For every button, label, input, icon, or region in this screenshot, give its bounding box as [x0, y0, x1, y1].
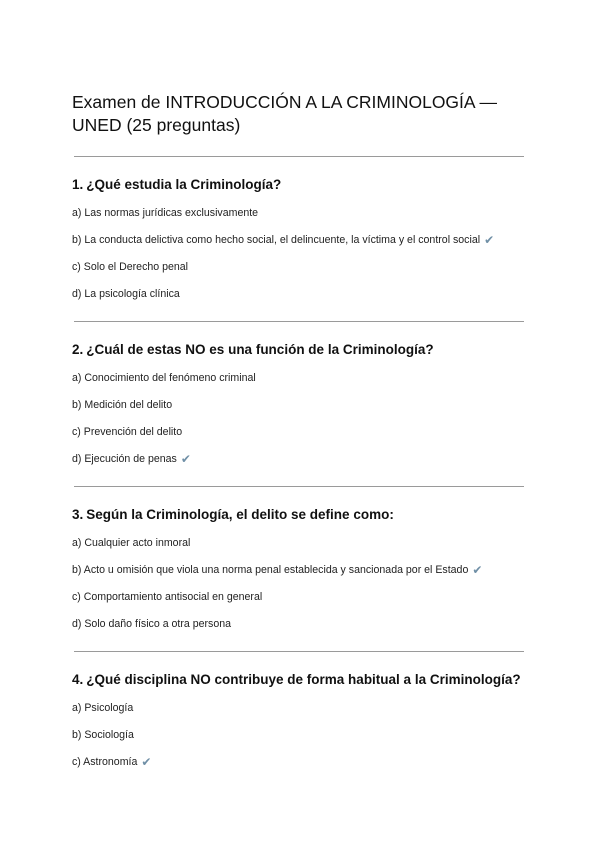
- question-number: 3.: [72, 507, 84, 522]
- answer-option: [72, 728, 134, 742]
- question-heading: [72, 506, 542, 524]
- question-text: ¿Qué disciplina NO contribuye de forma habitual a la Criminología?: [86, 672, 521, 687]
- answer-option-correct: [72, 755, 151, 769]
- answer-option: [72, 617, 231, 631]
- option-text: d) La psicología clínica: [72, 288, 180, 300]
- check-icon: ✔: [484, 233, 495, 247]
- answer-option: [72, 206, 258, 220]
- answer-option-correct: [72, 563, 482, 577]
- answer-option: [72, 260, 188, 274]
- answer-option-correct: [72, 233, 494, 247]
- answer-option: [72, 398, 172, 412]
- option-text: b) Sociología: [72, 729, 134, 741]
- option-text: a) Cualquier acto inmoral: [72, 537, 191, 549]
- question-heading: [72, 341, 542, 359]
- check-icon: ✔: [472, 563, 483, 577]
- question-number: 1.: [72, 177, 84, 192]
- answer-option-correct: [72, 452, 191, 466]
- option-text: c) Solo el Derecho penal: [72, 261, 189, 273]
- answer-option: [72, 536, 190, 550]
- question-text: Según la Criminología, el delito se define como:: [86, 507, 394, 522]
- question-3: [72, 506, 542, 630]
- page-title: Examen de INTRODUCCIÓN A LA CRIMINOLOGÍA — UNED (25 preguntas): [72, 92, 497, 135]
- check-icon: ✔: [180, 452, 191, 466]
- question-text: ¿Cuál de estas NO es una función de la Criminología?: [86, 342, 434, 357]
- option-text: c) Astronomía: [72, 756, 138, 768]
- answer-option: [72, 371, 256, 385]
- option-text: a) Conocimiento del fenómeno criminal: [72, 372, 256, 384]
- question-text: ¿Qué estudia la Criminología?: [86, 177, 282, 192]
- question-2: [72, 341, 542, 466]
- option-text: d) Ejecución de penas: [72, 453, 177, 465]
- option-text: b) Medición del delito: [72, 399, 173, 411]
- question-number: 2.: [72, 342, 84, 357]
- option-text: a) Las normas jurídicas exclusivamente: [72, 207, 259, 219]
- divider: [74, 321, 524, 322]
- option-text: a) Psicología: [72, 702, 134, 714]
- question-heading: [72, 176, 542, 194]
- option-text: c) Comportamiento antisocial en general: [72, 591, 263, 603]
- answer-option: [72, 701, 133, 715]
- answer-option: [72, 287, 180, 301]
- option-text: d) Solo daño físico a otra persona: [72, 618, 232, 630]
- option-text: b) Acto u omisión que viola una norma penal establecida y sancionada por el Estado: [72, 564, 469, 576]
- answer-option: [72, 425, 182, 439]
- answer-option: [72, 590, 262, 604]
- question-1: [72, 176, 542, 300]
- divider: [74, 486, 524, 487]
- question-heading: [72, 671, 542, 689]
- option-text: b) La conducta delictiva como hecho social, el delincuente, la víctima y el control social: [72, 234, 481, 246]
- question-number: 4.: [72, 672, 84, 687]
- divider: [74, 651, 524, 652]
- question-4: [72, 671, 542, 769]
- divider: [74, 156, 524, 157]
- option-text: c) Prevención del delito: [72, 426, 183, 438]
- check-icon: ✔: [141, 755, 152, 769]
